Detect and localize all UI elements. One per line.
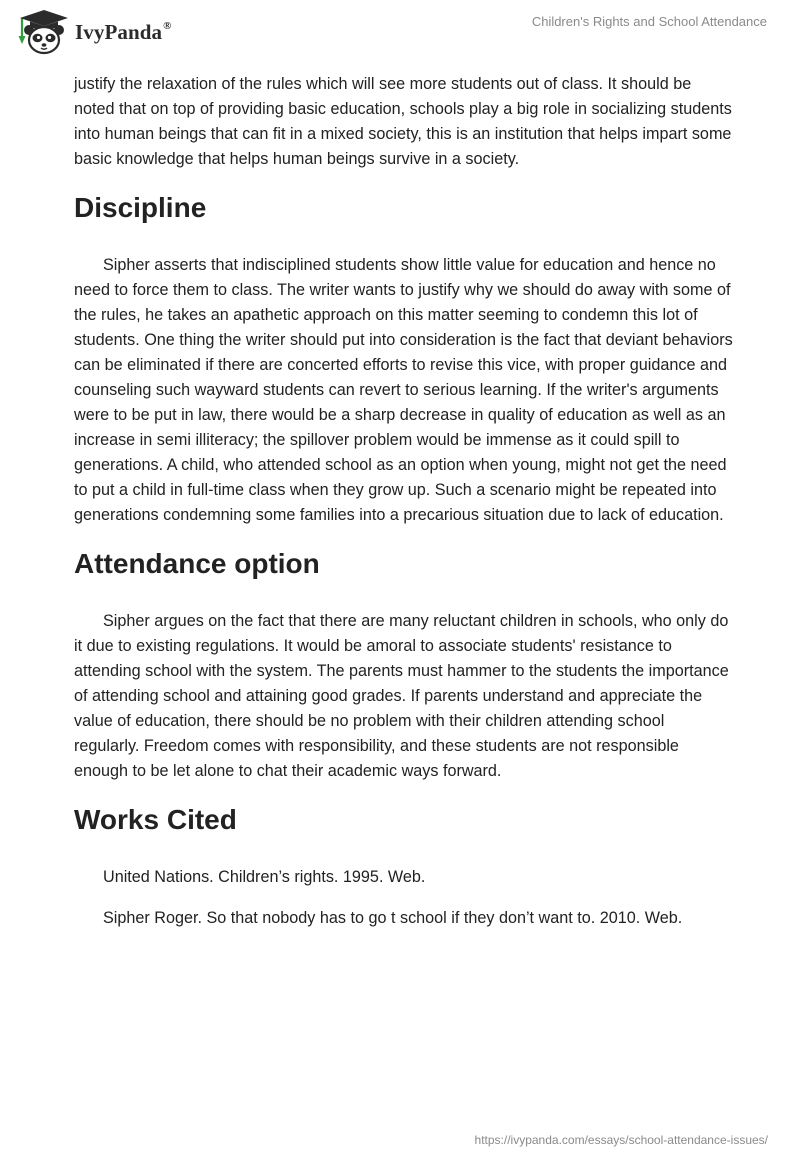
source-url[interactable]: https://ivypanda.com/essays/school-attendance-issues/ bbox=[474, 1133, 768, 1147]
attendance-option-paragraph: Sipher argues on the fact that there are many reluctant children in schools, who only do it due to existing regulations. It would be amoral to associate students' resistance to attending school with the system. The parents must hammer to the students the importance of attending school and attaining good grades. If parents understand and appreciate the value of education, there should be no problem with their children attending school regularly. Freedom comes with responsibility, and these students are not responsible enough to be let alone to chat their academic ways forward. bbox=[74, 612, 729, 780]
section-heading-attendance-option: Attendance option bbox=[74, 548, 320, 579]
citation-entry: United Nations. Children’s rights. 1995. Web. bbox=[103, 868, 426, 886]
discipline-paragraph: Sipher asserts that indisciplined students show little value for education and hence no need to force them to class. The writer wants to justify why we should do away with some of the rules, he takes an apathetic approach on this matter seeming to condemn this lot of students. One thing the writer should put into consideration is the fact that deviant behaviors can be eliminated if there are concerted efforts to revise this vice, with proper guidance and counseling such wayward students can revert to serious learning. If the writer's arguments were to be put in law, there would be a sharp decrease in quality of education as well as an increase in semi illiteracy; the spillover problem would be immense as it could spill to generations. A child, who attended school as an option when young, might not get the need to put a child in full-time class when they grow up. Such a scenario might be repeated into generations condemning some families into a precarious situation due to lack of education. bbox=[74, 256, 733, 524]
citation-entry: Sipher Roger. So that nobody has to go t school if they don’t want to. 2010. Web. bbox=[103, 909, 683, 927]
document-title: Children's Rights and School Attendance bbox=[531, 14, 767, 29]
panda-graduate-icon bbox=[14, 8, 72, 56]
section-heading-discipline: Discipline bbox=[74, 192, 207, 223]
logo-wordmark bbox=[75, 20, 172, 45]
logo-text: IvyPanda bbox=[75, 19, 163, 44]
ivypanda-logo[interactable] bbox=[14, 8, 172, 56]
works-cited-heading: Works Cited bbox=[74, 804, 237, 835]
essay-body bbox=[74, 72, 734, 931]
registered-mark: ® bbox=[163, 19, 172, 32]
page-header bbox=[0, 0, 800, 70]
intro-paragraph: justify the relaxation of the rules which will see more students out of class. It should be noted that on top of providing basic education, schools play a big role in socializing students into human beings that can fit in a mixed society, this is an institution that helps impart some basic knowledge that helps human beings survive in a society. bbox=[74, 75, 732, 168]
